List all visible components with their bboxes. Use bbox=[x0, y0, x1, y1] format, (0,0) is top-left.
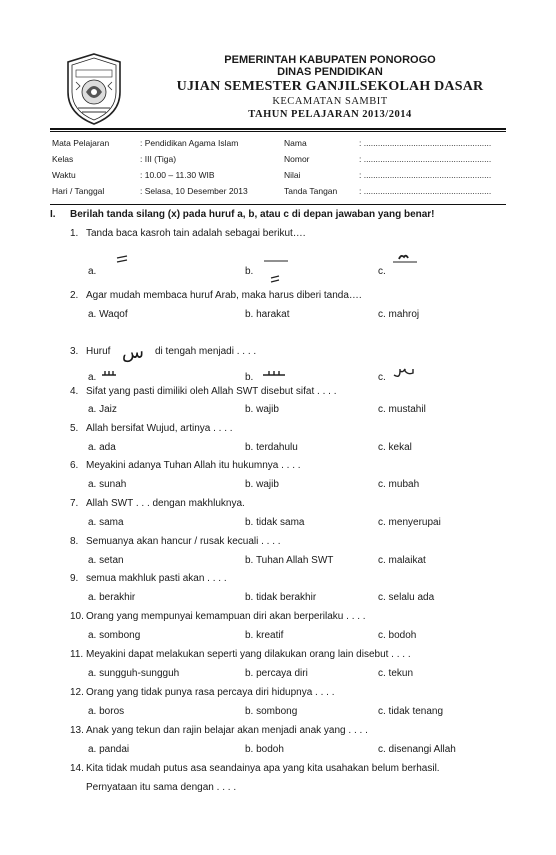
info-label-time: Waktu bbox=[52, 170, 76, 180]
section-instruction bbox=[50, 209, 435, 220]
question-text: Sifat yang pasti dimiliki oleh Allah SWT disebut sifat . . . . bbox=[86, 386, 337, 397]
option-13a[interactable]: a. pandai bbox=[88, 744, 130, 755]
option-1b[interactable]: b. bbox=[245, 266, 254, 277]
sin-medial-form bbox=[262, 366, 286, 378]
option-2a[interactable]: a. Waqof bbox=[88, 309, 128, 320]
option-7c[interactable]: c. menyerupai bbox=[378, 517, 441, 528]
option-5b[interactable]: b. terdahulu bbox=[245, 442, 298, 453]
option-1a[interactable]: a. bbox=[88, 266, 97, 277]
question-text: Kita tidak mudah putus asa seandainya apa yang kita usahakan belum berhasil. bbox=[86, 763, 440, 774]
option-11c[interactable]: c. tekun bbox=[378, 668, 414, 679]
sin-final-form bbox=[392, 365, 414, 381]
info-rule bbox=[50, 204, 506, 205]
kasroh-tain-mark-a bbox=[114, 252, 130, 266]
info-label-class: Kelas bbox=[52, 154, 74, 164]
question-4 bbox=[70, 387, 336, 397]
question-number: 6. bbox=[70, 460, 79, 471]
question-text: Meyakini dapat melakukan seperti yang dilakukan orang lain disebut . . . . bbox=[86, 649, 411, 660]
info-field-number[interactable]: : ...................................................... bbox=[359, 154, 492, 164]
header-rule-thick bbox=[50, 128, 506, 130]
question-6 bbox=[70, 461, 301, 471]
question-9 bbox=[70, 574, 227, 584]
info-value-date: : Selasa, 10 Desember 2013 bbox=[140, 186, 248, 196]
question-text: Orang yang mempunyai kemampuan diri akan berperilaku . . . . bbox=[86, 611, 366, 622]
question-3-tail: di tengah menjadi . . . . bbox=[155, 346, 257, 357]
header-rule-thin bbox=[50, 131, 506, 132]
info-field-signature[interactable]: : ...................................................... bbox=[359, 186, 492, 196]
question-13 bbox=[70, 726, 368, 736]
question-text: semua makhluk pasti akan . . . . bbox=[86, 573, 227, 584]
info-value-subject: : Pendidikan Agama Islam bbox=[140, 138, 239, 148]
header-district: KECAMATAN SAMBIT bbox=[272, 96, 388, 107]
info-label-subject: Mata Pelajaran bbox=[52, 138, 110, 148]
question-text: Tanda baca kasroh tain adalah sebagai berikut…. bbox=[86, 228, 306, 239]
option-8c[interactable]: c. malaikat bbox=[378, 555, 426, 566]
info-label-number: Nomor bbox=[284, 154, 310, 164]
question-2 bbox=[70, 291, 362, 301]
option-6b[interactable]: b. wajib bbox=[245, 479, 279, 490]
option-12b[interactable]: b. sombong bbox=[245, 706, 298, 717]
option-10b[interactable]: b. kreatif bbox=[245, 630, 284, 641]
option-13b[interactable]: b. bodoh bbox=[245, 744, 284, 755]
question-number: 5. bbox=[70, 423, 79, 434]
option-3b[interactable]: b. bbox=[245, 372, 254, 383]
option-9c[interactable]: c. selalu ada bbox=[378, 592, 435, 603]
question-text: Meyakini adanya Tuhan Allah itu hukumnya . . . . bbox=[86, 460, 301, 471]
question-text: Agar mudah membaca huruf Arab, maka harus diberi tanda…. bbox=[86, 290, 362, 301]
question-3 bbox=[70, 347, 110, 357]
question-12 bbox=[70, 688, 334, 698]
option-8a[interactable]: a. setan bbox=[88, 555, 124, 566]
info-field-score[interactable]: : ...................................................... bbox=[359, 170, 492, 180]
option-2b[interactable]: b. harakat bbox=[245, 309, 290, 320]
question-text: Allah bersifat Wujud, artinya . . . . bbox=[86, 423, 233, 434]
option-5a[interactable]: a. ada bbox=[88, 442, 116, 453]
question-14 bbox=[70, 764, 440, 774]
section-instruction-text: Berilah tanda silang (x) pada huruf a, b, atau c di depan jawaban yang benar! bbox=[70, 209, 435, 220]
question-text: Allah SWT . . . dengan makhluknya. bbox=[86, 498, 245, 509]
option-4a[interactable]: a. Jaiz bbox=[88, 404, 117, 415]
option-7b[interactable]: b. tidak sama bbox=[245, 517, 305, 528]
question-text-pre: Huruf bbox=[86, 346, 111, 357]
question-1 bbox=[70, 229, 306, 239]
info-value-time: : 10.00 – 11.30 WIB bbox=[140, 170, 215, 180]
header-agency: DINAS PENDIDIKAN bbox=[277, 66, 383, 78]
option-12a[interactable]: a. boros bbox=[88, 706, 125, 717]
option-9a[interactable]: a. berakhir bbox=[88, 592, 136, 603]
option-2c[interactable]: c. mahroj bbox=[378, 309, 420, 320]
header-exam-title: UJIAN SEMESTER GANJILSEKOLAH DASAR bbox=[176, 79, 484, 94]
question-text: Anak yang tekun dan rajin belajar akan menjadi anak yang . . . . bbox=[86, 725, 368, 736]
question-7 bbox=[70, 499, 245, 509]
question-number: 13. bbox=[70, 725, 84, 736]
question-text: Orang yang tidak punya rasa percaya diri hidupnya . . . . bbox=[86, 687, 335, 698]
question-number: 1. bbox=[70, 228, 79, 239]
question-text: Semuanya akan hancur / rusak kecuali . . . . bbox=[86, 536, 281, 547]
option-6c[interactable]: c. mubah bbox=[378, 479, 420, 490]
option-1c[interactable]: c. bbox=[378, 266, 386, 277]
option-13c[interactable]: c. disenangi Allah bbox=[378, 744, 456, 755]
kasroh-tain-mark-b bbox=[262, 258, 290, 288]
option-9b[interactable]: b. tidak berakhir bbox=[245, 592, 317, 603]
question-11 bbox=[70, 650, 411, 660]
info-label-signature: Tanda Tangan bbox=[284, 186, 338, 196]
question-number: 2. bbox=[70, 290, 79, 301]
question-number: 9. bbox=[70, 573, 79, 584]
option-11a[interactable]: a. sungguh-sungguh bbox=[88, 668, 180, 679]
question-5 bbox=[70, 424, 233, 434]
header-school-year: TAHUN PELAJARAN 2013/2014 bbox=[248, 109, 412, 120]
info-label-score: Nilai bbox=[284, 170, 301, 180]
question-14-continuation: Pernyataan itu sama dengan . . . . bbox=[86, 782, 237, 793]
question-number: 3. bbox=[70, 346, 79, 357]
option-6a[interactable]: a. sunah bbox=[88, 479, 127, 490]
question-number: 10. bbox=[70, 611, 84, 622]
option-10a[interactable]: a. sombong bbox=[88, 630, 141, 641]
question-number: 4. bbox=[70, 386, 79, 397]
info-value-class: : III (Tiga) bbox=[140, 154, 177, 164]
question-number: 8. bbox=[70, 536, 79, 547]
option-4c[interactable]: c. mustahil bbox=[378, 404, 426, 415]
option-3a[interactable]: a. bbox=[88, 372, 97, 383]
question-number: 14. bbox=[70, 763, 84, 774]
sin-initial-form bbox=[100, 366, 118, 378]
question-number: 12. bbox=[70, 687, 84, 698]
option-12c[interactable]: c. tidak tenang bbox=[378, 706, 444, 717]
question-number: 7. bbox=[70, 498, 79, 509]
section-numeral: I. bbox=[50, 209, 56, 220]
question-10 bbox=[70, 612, 366, 622]
option-8b[interactable]: b. Tuhan Allah SWT bbox=[245, 555, 334, 566]
header-government: PEMERINTAH KABUPATEN PONOROGO bbox=[224, 54, 436, 66]
question-number: 11. bbox=[70, 649, 84, 660]
ponorogo-logo bbox=[64, 52, 124, 126]
option-5c[interactable]: c. kekal bbox=[378, 442, 412, 453]
info-label-date: Hari / Tanggal bbox=[52, 186, 105, 196]
question-8 bbox=[70, 537, 281, 547]
arabic-letter-sin: س bbox=[122, 342, 144, 363]
option-7a[interactable]: a. sama bbox=[88, 517, 124, 528]
info-label-name: Nama bbox=[284, 138, 307, 148]
option-11b[interactable]: b. percaya diri bbox=[245, 668, 308, 679]
option-4b[interactable]: b. wajib bbox=[245, 404, 279, 415]
kasroh-tain-mark-c bbox=[392, 252, 418, 268]
option-10c[interactable]: c. bodoh bbox=[378, 630, 417, 641]
option-3c[interactable]: c. bbox=[378, 372, 386, 383]
info-field-name[interactable]: : ...................................................... bbox=[359, 138, 492, 148]
